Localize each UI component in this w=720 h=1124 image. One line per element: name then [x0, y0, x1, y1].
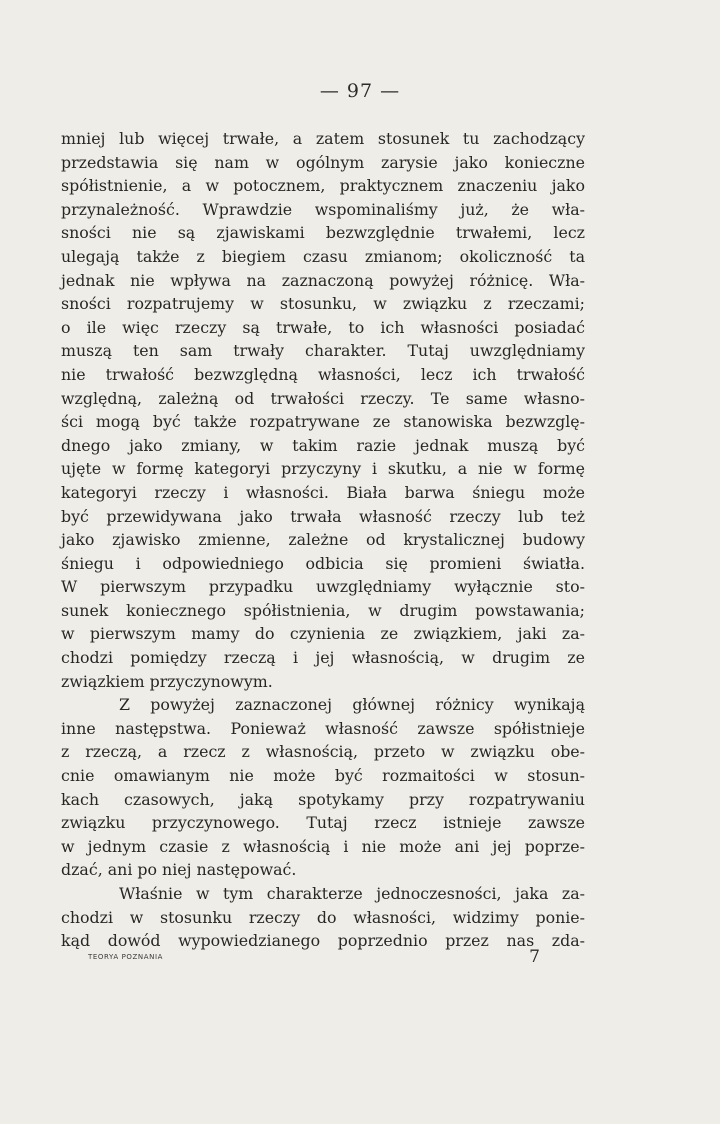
paragraph-end-line: związkiem przyczynowym.: [61, 671, 273, 691]
text-line: przynależność. Wprawdzie wspominaliśmy już, że wła-: [61, 199, 585, 219]
text-line: być przewidywana jako trwała własność rzeczy lub też: [61, 506, 585, 526]
text-line: mniej lub więcej trwałe, a zatem stosunek tu zachodzący: [61, 129, 585, 148]
text-line: nie trwałość bezwzględną własności, lecz ich trwałość: [61, 364, 585, 384]
sheet-number: 7: [529, 947, 540, 967]
paragraph-start-line: Właśnie w tym charakterze jednoczesności, jaka za-: [119, 884, 585, 903]
text-line: chodzi w stosunku rzeczy do własności, widzimy ponie-: [61, 907, 585, 927]
text-line: cnie omawianym nie może być rozmaitości w stosun-: [61, 766, 585, 786]
paragraph-end-line: dzać, ani po niej następować.: [61, 860, 297, 880]
text-line: jako zjawisko zmienne, zależne od krystalicznej budowy: [61, 530, 585, 550]
text-line: kąd dowód wypowiedzianego poprzednio przez nas zda-: [61, 931, 585, 951]
printer-signature: TEORYA POZNANIA: [88, 953, 164, 961]
text-line: z rzeczą, a rzecz z własnością, przeto w związku obe-: [61, 742, 585, 762]
text-line: związku przyczynowego. Tutaj rzecz istnieje zawsze: [61, 813, 585, 833]
paragraph-start-line: Z powyżej zaznaczonej głównej różnicy wynikają: [119, 695, 585, 715]
text-line: inne następstwa. Ponieważ własność zawsze spółistnieje: [61, 718, 585, 738]
text-line: o ile więc rzeczy są trwałe, to ich własności posiadać: [61, 317, 585, 337]
text-line: kach czasowych, jaką spotykamy przy rozpatrywaniu: [61, 789, 585, 809]
text-line: kategoryi rzeczy i własności. Biała barwa śniegu może: [61, 482, 585, 502]
text-line: chodzi pomiędzy rzeczą i jej własnością, w drugim ze: [61, 648, 585, 668]
text-line: śniegu i odpowiedniego odbicia się promieni światła.: [61, 553, 585, 573]
text-line: ujęte w formę kategoryi przyczyny i skutku, a nie w formę: [61, 459, 585, 479]
text-line: w jednym czasie z własnością i nie może ani jej poprze-: [61, 836, 585, 856]
text-line: względną, zależną od trwałości rzeczy. Te same własno-: [61, 388, 585, 408]
text-line: sunek koniecznego spółistnienia, w drugim powstawania;: [61, 600, 585, 620]
text-line: spółistnienie, a w potocznem, praktycznem znaczeniu jako: [61, 176, 585, 196]
text-line: dnego jako zmiany, w takim razie jednak muszą być: [61, 435, 585, 455]
text-line: przedstawia się nam w ogólnym zarysie jako konieczne: [61, 152, 585, 172]
text-line: ulegają także z biegiem czasu zmianom; okoliczność ta: [61, 246, 585, 266]
body-text: [61, 127, 585, 953]
text-line: jednak nie wpływa na zaznaczoną powyżej różnicę. Wła-: [61, 270, 585, 290]
text-line: sności rozpatrujemy w stosunku, w związku z rzeczami;: [61, 294, 585, 314]
text-line: ści mogą być także rozpatrywane ze stanowiska bezwzglę-: [61, 412, 585, 432]
text-line: w pierwszym mamy do czynienia ze związkiem, jaki za-: [61, 624, 585, 644]
page-footer: [88, 947, 540, 967]
page-number: — 97 —: [319, 80, 401, 102]
text-line: muszą ten sam trwały charakter. Tutaj uwzględniamy: [61, 341, 585, 361]
text-line: W pierwszym przypadku uwzględniamy wyłącznie sto-: [61, 577, 585, 597]
text-line: sności nie są zjawiskami bezwzględnie trwałemi, lecz: [61, 223, 585, 243]
